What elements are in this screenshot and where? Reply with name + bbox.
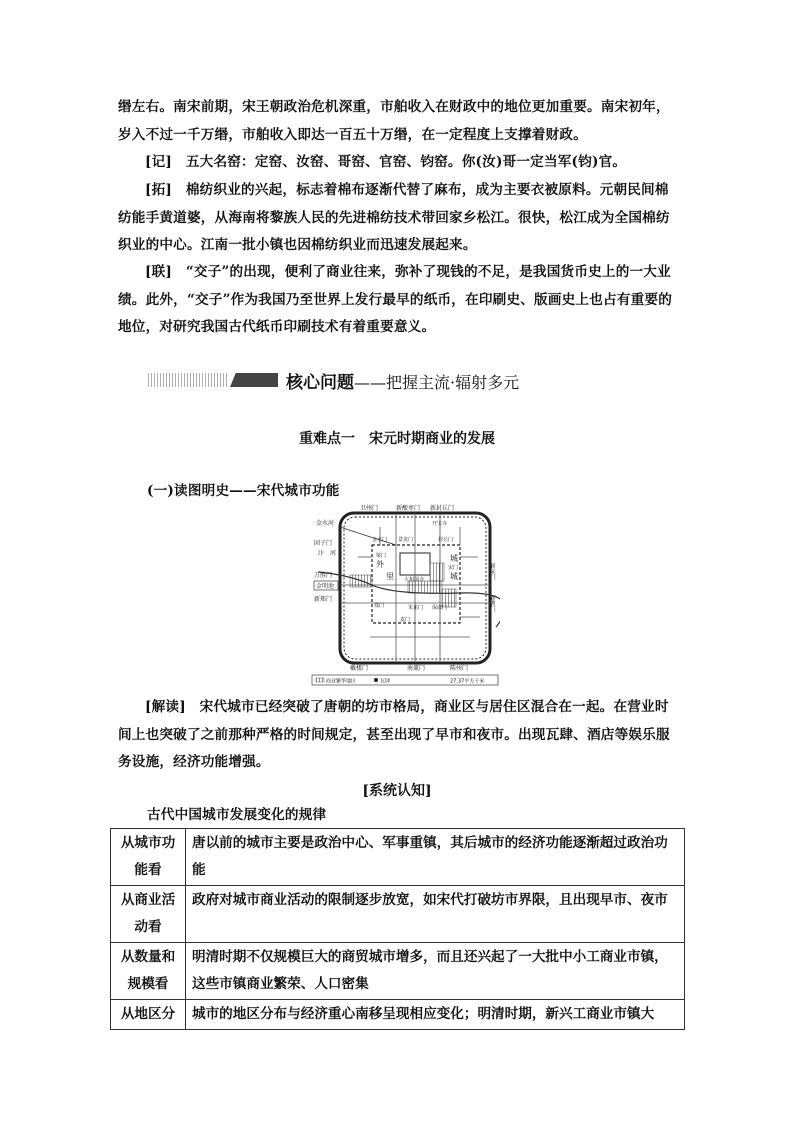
row-value: 政府对城市商业活动的限制逐步放宽，如宋代打破坊市界限，且出现早市、夜市 <box>186 886 685 943</box>
gate-guzi: 固子门 <box>314 540 333 547</box>
row-key: 从数量和规模看 <box>111 943 186 1000</box>
gate-xinsong: 新宋门 <box>489 563 495 580</box>
row-value: 城市的地区分布与经济重心南移呈现相应变化；明清时期，新兴工商业市镇大 <box>186 1000 685 1030</box>
table-row <box>111 943 685 1000</box>
banner-bar-decoration <box>230 373 278 387</box>
label-liangmen: 梁门 <box>376 553 387 559</box>
section-title: 重难点一 宋元时期商业的发展 <box>299 431 495 447</box>
label-zhengmen: 郑门 <box>374 603 385 609</box>
label-xiangguo: 大相国寺 <box>404 577 425 583</box>
label-bian: 汴 河 <box>318 550 337 557</box>
row-value: 唐以前的城市主要是政治中心、军事重镇，其后城市的经济功能逐渐超过政治功能 <box>186 829 685 886</box>
label-songmen: 宋门 <box>448 565 459 571</box>
banner-subtitle: ——把握主流·辐射多元 <box>354 373 520 392</box>
system-title: [系统认知] <box>362 783 432 799</box>
label-maimen: 麦门 <box>400 617 411 623</box>
song-city-map <box>310 497 500 687</box>
legend-commerce-swatch <box>316 678 324 682</box>
label-jinming: 金明池 <box>316 583 335 590</box>
label-cheng-2: 城 <box>450 572 458 581</box>
label-fengqiu-inner: 封丘门 <box>438 537 454 543</box>
table-row <box>111 1000 685 1030</box>
legend-scale: 27.37平方千米 <box>450 678 485 685</box>
memo-paragraph: [记] 五大名窑：定窑、汝窑、哥窑、官窑、钧窑。你(汝)哥一定当军(钧)官。 <box>145 154 627 170</box>
gate-dailou: 戴楼门 <box>350 665 369 672</box>
legend-tile: 瓦肆 <box>380 678 391 685</box>
row-key: 从商业活动看 <box>111 886 186 943</box>
label-wai: 外 <box>376 560 384 569</box>
banner-title <box>286 368 519 393</box>
jinshui-river <box>340 527 396 545</box>
label-kaibao: 开宝寺 <box>432 521 448 527</box>
table-title: 古代中国城市发展变化的规律 <box>147 807 327 823</box>
label-zhuque: 朱雀门 <box>408 605 424 611</box>
table-row <box>111 886 685 943</box>
gate-xincao: 新曹门 <box>489 595 495 612</box>
gate-suanzao: 新酸枣门 <box>396 505 421 512</box>
label-cheng-1: 城 <box>450 554 458 563</box>
label-baokang: 保康门 <box>432 605 448 611</box>
link-paragraph: [联] “交子”的出现，便利了商业往来，弥补了现钱的不足，是我国货币史上的一大业绩。此外，“交子”作为我国乃至世界上发行最早的纸币，在印刷史、版画史上也占有重要的地位，对研究我国古代纸币印刷技术有着重要意义。 <box>118 264 672 335</box>
gate-nanxun: 南薰门 <box>407 665 426 672</box>
label-li: 里 <box>386 572 394 581</box>
city-change-table <box>110 828 685 1030</box>
row-value: 明清时期不仅规模巨大的商贸城市增多，而且还兴起了一大批中小工商业市镇，这些市镇商业繁荣、人口密集 <box>186 943 685 1000</box>
gate-weizhou: 卫州门 <box>360 505 379 512</box>
subsection-title: (一)读图明史——宋代城市功能 <box>147 483 340 499</box>
gate-wansheng: 万胜门 <box>314 572 333 579</box>
extension-paragraph: [拓] 棉纺织业的兴起，标志着棉布逐渐代替了麻布，成为主要衣被原料。元朝民间棉纺能手黄道婆，从海南将黎族人民的先进棉纺技术带回家乡松江。很快，松江成为全国棉纺织业的中心。江南一批小镇也因棉纺织业而迅速发展起来。 <box>118 182 670 253</box>
gate-xinzheng: 新郑门 <box>314 596 333 603</box>
table-row <box>111 829 685 886</box>
gate-chenzhou: 陈州门 <box>450 665 469 672</box>
row-key: 从城市功能看 <box>111 829 186 886</box>
label-jinglong: 景龙门 <box>398 537 414 543</box>
legend-commerce: 商业繁华地区 <box>326 678 357 685</box>
banner-hatch-decoration <box>148 373 228 387</box>
label-jinshui: 金水河 <box>316 520 335 527</box>
section-banner <box>148 368 568 394</box>
legend-tile-swatch <box>374 678 378 682</box>
label-jinshuimen: 金水门 <box>372 537 388 543</box>
row-key: 从地区分 <box>111 1000 186 1030</box>
continuation-paragraph: 缗左右。南宋前期，宋王朝政治危机深重，市舶收入在财政中的地位更加重要。南宋初年，岁入不过一千万缗，市舶收入即达一百五十万缗，在一定程度上支撑着财政。 <box>118 99 670 143</box>
banner-title-main: 核心问题 <box>286 373 354 393</box>
gate-fengqiu: 新封丘门 <box>430 505 455 512</box>
interpretation-paragraph: [解读] 宋代城市已经突破了唐朝的坊市格局，商业区与居住区混合在一起。在营业时间上也突破了之前那种严格的时间规定，甚至出现了早市和夜市。出现瓦肆、酒店等娱乐服务设施，经济功能增强。 <box>118 699 670 770</box>
